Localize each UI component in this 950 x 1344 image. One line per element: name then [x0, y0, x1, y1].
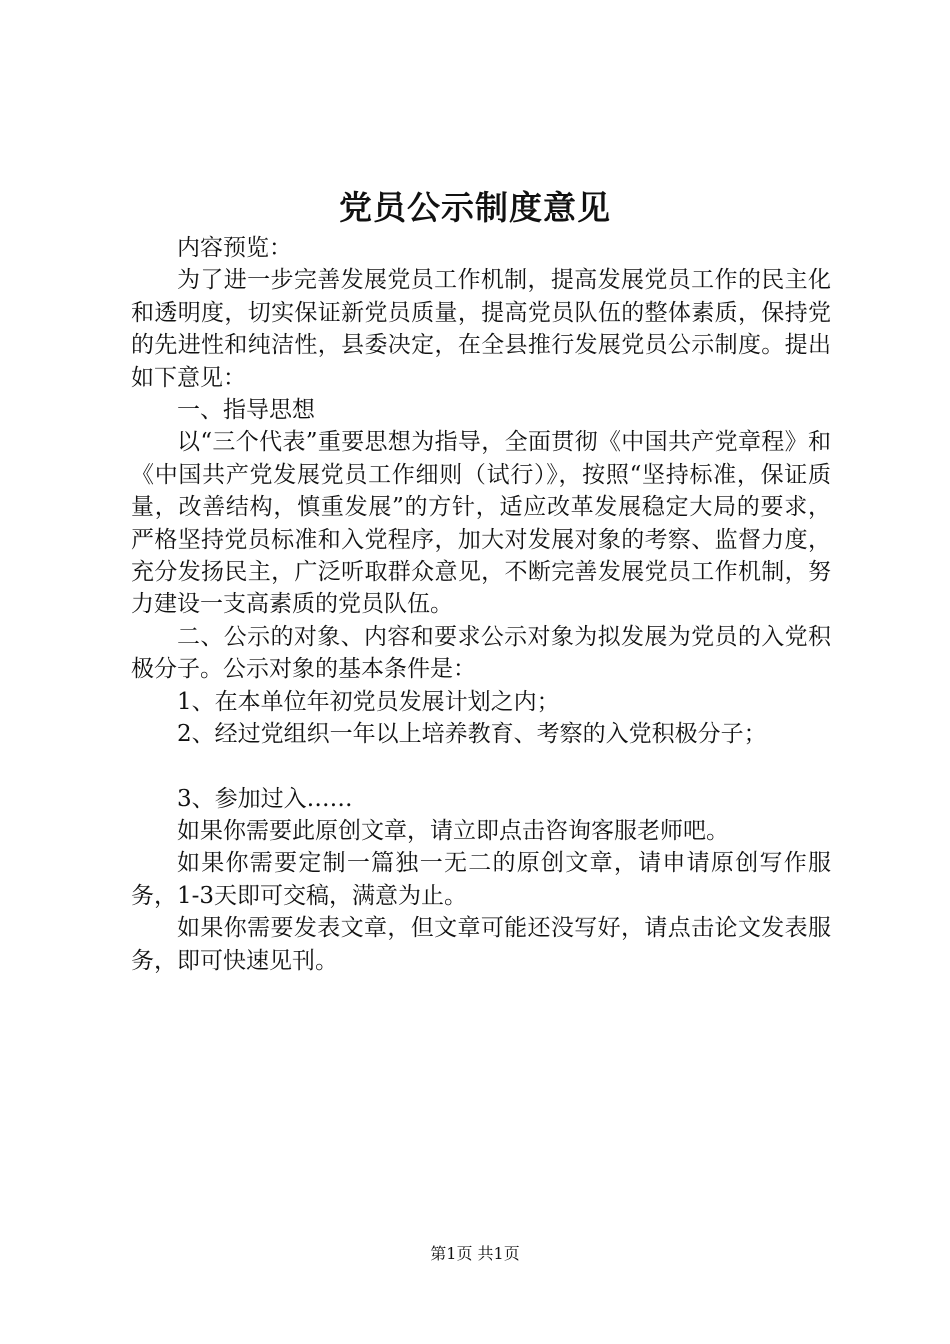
publishing-service-notice: 如果你需要发表文章，但文章可能还没写好，请点击论文发表服务，即可快速见刊。 [131, 915, 831, 974]
preview-label: 内容预览： [177, 235, 292, 261]
intro-paragraph: 为了进一步完善发展党员工作机制，提高发展党员工作的民主化和透明度，切实保证新党员质量，提高党员队伍的整体素质，保持党的先进性和纯洁性，县委决定，在全县推行发展党员公示制度。提出如下意见： [131, 267, 831, 391]
custom-writing-notice: 如果你需要定制一篇独一无二的原创文章，请申请原创写作服务，1-3天即可交稿，满意为止。 [131, 850, 831, 909]
publicity-targets-paragraph: 二、公示的对象、内容和要求公示对象为拟发展为党员的入党积极分子。公示对象的基本条件是： [131, 623, 831, 683]
section-heading-guiding-thought: 一、指导思想 [177, 397, 315, 424]
condition-item-2: 2、经过党组织一年以上培养教育、考察的入党积极分子； [177, 721, 767, 748]
condition-item-3: 3、参加过入…… [177, 785, 353, 812]
guiding-thought-paragraph: 以“三个代表”重要思想为指导，全面贯彻《中国共产党章程》和《中国共产党发展党员工作细则（试行）》，按照“坚持标准，保证质量，改善结构，慎重发展”的方针，适应改革发展稳定大局的要求，严格坚持党员标准和入党程序，加大对发展对象的考察、监督力度，充分发扬民主，广泛听取群众意见，不断完善发展党员工作机制，努力建设一支高素质的党员队伍。 [131, 429, 831, 618]
page-number-footer: 第1页 共1页 [430, 1244, 520, 1263]
document-title: 党员公示制度意见 [339, 188, 611, 227]
original-article-notice: 如果你需要此原创文章，请立即点击咨询客服老师吧。 [177, 817, 729, 844]
condition-item-1: 1、在本单位年初党员发展计划之内； [177, 688, 560, 715]
document-body [131, 232, 831, 977]
